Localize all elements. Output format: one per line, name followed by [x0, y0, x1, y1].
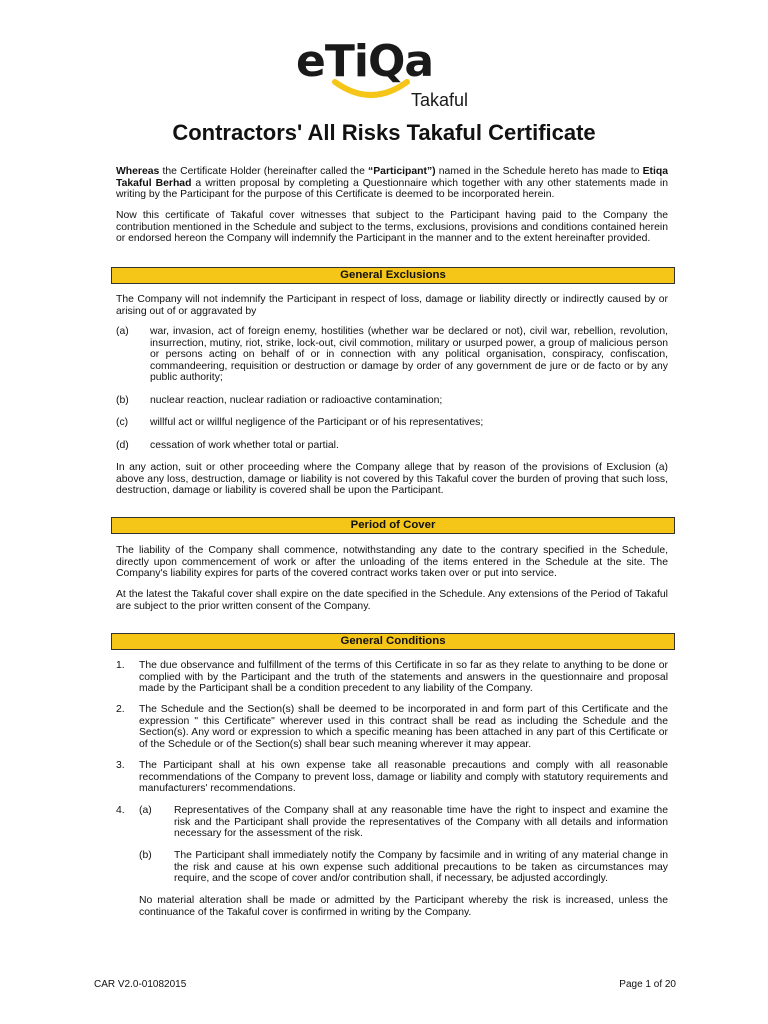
exclusions-lead: The Company will not indemnify the Participant in respect of loss, damage or liability directly or indirectly caused by or arising out of or aggravated by — [116, 294, 668, 317]
etiqa-logo — [283, 30, 483, 120]
logo-wordmark: eTiQa — [296, 36, 434, 87]
page-title: Contractors' All Risks Takaful Certificate — [172, 120, 596, 145]
exclusion-text: nuclear reaction, nuclear radiation or radioactive contamination; — [150, 395, 443, 406]
exclusion-label: (d) — [116, 440, 129, 451]
condition-number: 2. — [116, 704, 125, 715]
exclusion-text: cessation of work whether total or partial. — [150, 440, 339, 451]
section-header-general-exclusions: General Exclusions — [111, 267, 675, 284]
condition-sub-label: (a) — [139, 805, 152, 816]
condition-text: Representatives of the Company shall at any reasonable time have the right to inspect and examine the risk and the Participant shall provide the representatives of the Company with all details and information necessary for the assessment of the risk. — [174, 805, 668, 840]
condition-text: No material alteration shall be made or admitted by the Participant whereby the risk is increased, unless the continuance of the Takaful cover is confirmed in writing by the Company. — [139, 895, 668, 918]
exclusion-item — [116, 326, 668, 384]
condition-text: The Participant shall at his own expense take all reasonable precautions and comply with all reasonable recommendations of the Company to prevent loss, damage or liability and comply with statutory requirements and manufacturers' recommendations. — [139, 760, 668, 795]
exclusion-text: willful act or willful negligence of the Participant or of his representatives; — [150, 417, 484, 428]
condition-sub-label: (b) — [139, 850, 152, 861]
condition-item — [116, 660, 668, 696]
condition-item4-tail — [116, 895, 668, 919]
exclusion-label: (b) — [116, 395, 129, 406]
logo-subtitle: Takaful — [411, 90, 469, 110]
condition-item — [116, 805, 668, 841]
exclusion-label: (c) — [116, 417, 129, 428]
exclusion-item — [116, 395, 668, 407]
condition-item — [116, 760, 668, 796]
period-paragraph-2: At the latest the Takaful cover shall expire on the date specified in the Schedule. Any extensions of the Period of Takaful are subject to the prior written consent of the Company. — [116, 589, 668, 612]
condition-text: The Participant shall immediately notify the Company by facsimile and in writing of any material change in the risk and cause at his own expense such additional precautions to be taken as circumstances may require, and the scope of cover and/or contribution shall, if necessary, be adjusted accordingly. — [174, 850, 668, 885]
period-paragraph-1: The liability of the Company shall commence, notwithstanding any date to the contrary specified in the Schedule, directly upon commencement of work or after the unloading of the items entered in the Schedule at the site. The Company's liability expires for parts of the covered contract works taken over or put into service. — [116, 545, 668, 580]
exclusion-text: war, invasion, act of foreign enemy, hostilities (whether war be declared or not), civil war, rebellion, revolution, insurrection, mutiny, riot, strike, lock-out, civil commotion, military or usurped power, a group of malicious person or persons acting on behalf of or in connection with any political organisation, conspiracy, confiscation, commandeering, requisition or destruction or damage by order of any government de jure or de facto or by any public authority; — [150, 326, 668, 384]
condition-number: 3. — [116, 760, 125, 771]
exclusion-label: (a) — [116, 326, 129, 337]
condition-item — [116, 704, 668, 752]
condition-number: 4. — [116, 805, 125, 816]
smile-swoosh-icon — [331, 78, 411, 102]
footer-page-number: Page 1 of 20 — [619, 979, 676, 990]
footer-version: CAR V2.0-01082015 — [94, 979, 187, 990]
intro-company-name: Etiqa Takaful Berhad — [116, 166, 668, 189]
condition-subitem — [116, 850, 668, 886]
exclusion-item — [116, 440, 668, 452]
intro-paragraph-1: Whereas the Certificate Holder (hereinafter called the “Participant”) named in the Schedule hereto has made to Etiqa Takaful Berhad a written proposal by completing a Questionnaire which together with any other statements made in writing by the Participant for the purpose of this Certificate is deemed to be incorporated herein. — [116, 166, 668, 201]
section-header-period-of-cover: Period of Cover — [111, 517, 675, 534]
condition-number: 1. — [116, 660, 125, 671]
exclusions-closing: In any action, suit or other proceeding where the Company allege that by reason of the provisions of Exclusion (a) above any loss, destruction, damage or liability is not covered by this Takaful cover the burden of proving that such loss, destruction, damage or liability is covered shall be upon the Participant. — [116, 462, 668, 497]
condition-text: The due observance and fulfillment of the terms of this Certificate in so far as they relate to anything to be done or complied with by the Participant and the truth of the statements and answers in the questionnaire and proposal made by the Participant shall be a condition precedent to any liability of the Company. — [139, 660, 668, 695]
intro-lead-word: Whereas — [116, 166, 160, 177]
condition-text: The Schedule and the Section(s) shall be deemed to be incorporated in and form part of this Certificate and the expression " this Certificate" wherever used in this contract shall be read as including the Schedule and the Section(s). Any word or expression to which a specific meaning has been attached in any part of this Certificate or of the Schedule or of the Section(s) shall bear such meaning wherever it may appear. — [139, 704, 668, 750]
intro-participant-term: “Participant”) — [368, 166, 436, 177]
intro-paragraph-2: Now this certificate of Takaful cover witnesses that subject to the Participant having paid to the Company the contribution mentioned in the Schedule and subject to the terms, exclusions, provisions and conditions contained herein or endorsed hereon the Company will indemnify the Participant in the manner and to the extent hereinafter provided. — [116, 210, 668, 245]
exclusion-item — [116, 417, 668, 429]
section-header-general-conditions: General Conditions — [111, 633, 675, 650]
